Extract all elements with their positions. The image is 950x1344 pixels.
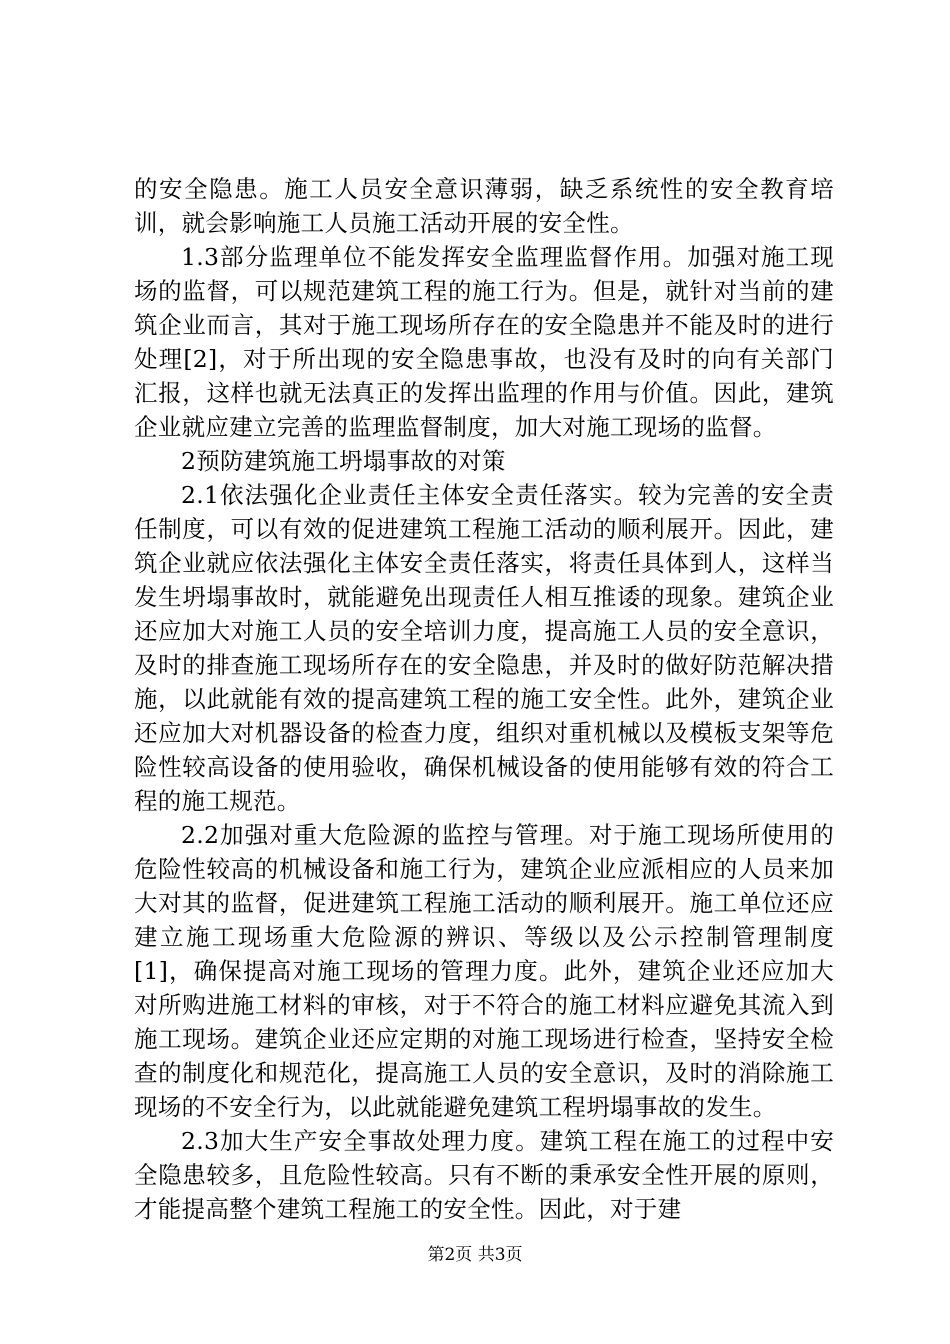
document-body: [134, 172, 834, 1226]
paragraph-continuation: 的安全隐患。施工人员安全意识薄弱，缺乏系统性的安全教育培训，就会影响施工人员施工活动开展的安全性。: [134, 175, 834, 237]
paragraph-section-2-3: 2.3加大生产安全事故处理力度。建筑工程在施工的过程中安全隐患较多，且危险性较高。只有不断的秉承安全性开展的原则，才能提高整个建筑工程施工的安全性。因此，对于建: [134, 1127, 834, 1223]
paragraph-section-1-3: 1.3部分监理单位不能发挥安全监理监督作用。加强对施工现场的监督，可以规范建筑工程的施工行为。但是，就针对当前的建筑企业而言，其对于施工现场所存在的安全隐患并不能及时的进行处理[2]，对于所出现的安全隐患事故，也没有及时的向有关部门汇报，这样也就无法真正的发挥出监理的作用与价值。因此，建筑企业就应建立完善的监理监督制度，加大对施工现场的监督。: [134, 243, 834, 441]
section-heading-2: 2预防建筑施工坍塌事故的对策: [181, 447, 506, 475]
page-number-footer: 第2页 共3页: [427, 1245, 523, 1265]
paragraph-section-2-1: 2.1依法强化企业责任主体安全责任落实。较为完善的安全责任制度，可以有效的促进建筑工程施工活动的顺利展开。因此，建筑企业就应依法强化主体安全责任落实，将责任具体到人，这样当发生坍塌事故时，就能避免出现责任人相互推诿的现象。建筑企业还应加大对施工人员的安全培训力度，提高施工人员的安全意识，及时的排查施工现场所存在的安全隐患，并及时的做好防范解决措施，以此就能有效的提高建筑工程的施工安全性。此外，建筑企业还应加大对机器设备的检查力度，组织对重机械以及模板支架等危险性较高设备的使用验收，确保机械设备的使用能够有效的符合工程的施工规范。: [134, 481, 834, 815]
paragraph-section-2-2: 2.2加强对重大危险源的监控与管理。对于施工现场所使用的危险性较高的机械设备和施工行为，建筑企业应派相应的人员来加大对其的监督，促进建筑工程施工活动的顺利展开。施工单位还应建立施工现场重大危险源的辨识、等级以及公示控制管理制度[1]，确保提高对施工现场的管理力度。此外，建筑企业还应加大对所购进施工材料的审核，对于不符合的施工材料应避免其流入到施工现场。建筑企业还应定期的对施工现场进行检查，坚持安全检查的制度化和规范化，提高施工人员的安全意识，及时的消除施工现场的不安全行为，以此就能避免建筑工程坍塌事故的发生。: [134, 821, 834, 1121]
